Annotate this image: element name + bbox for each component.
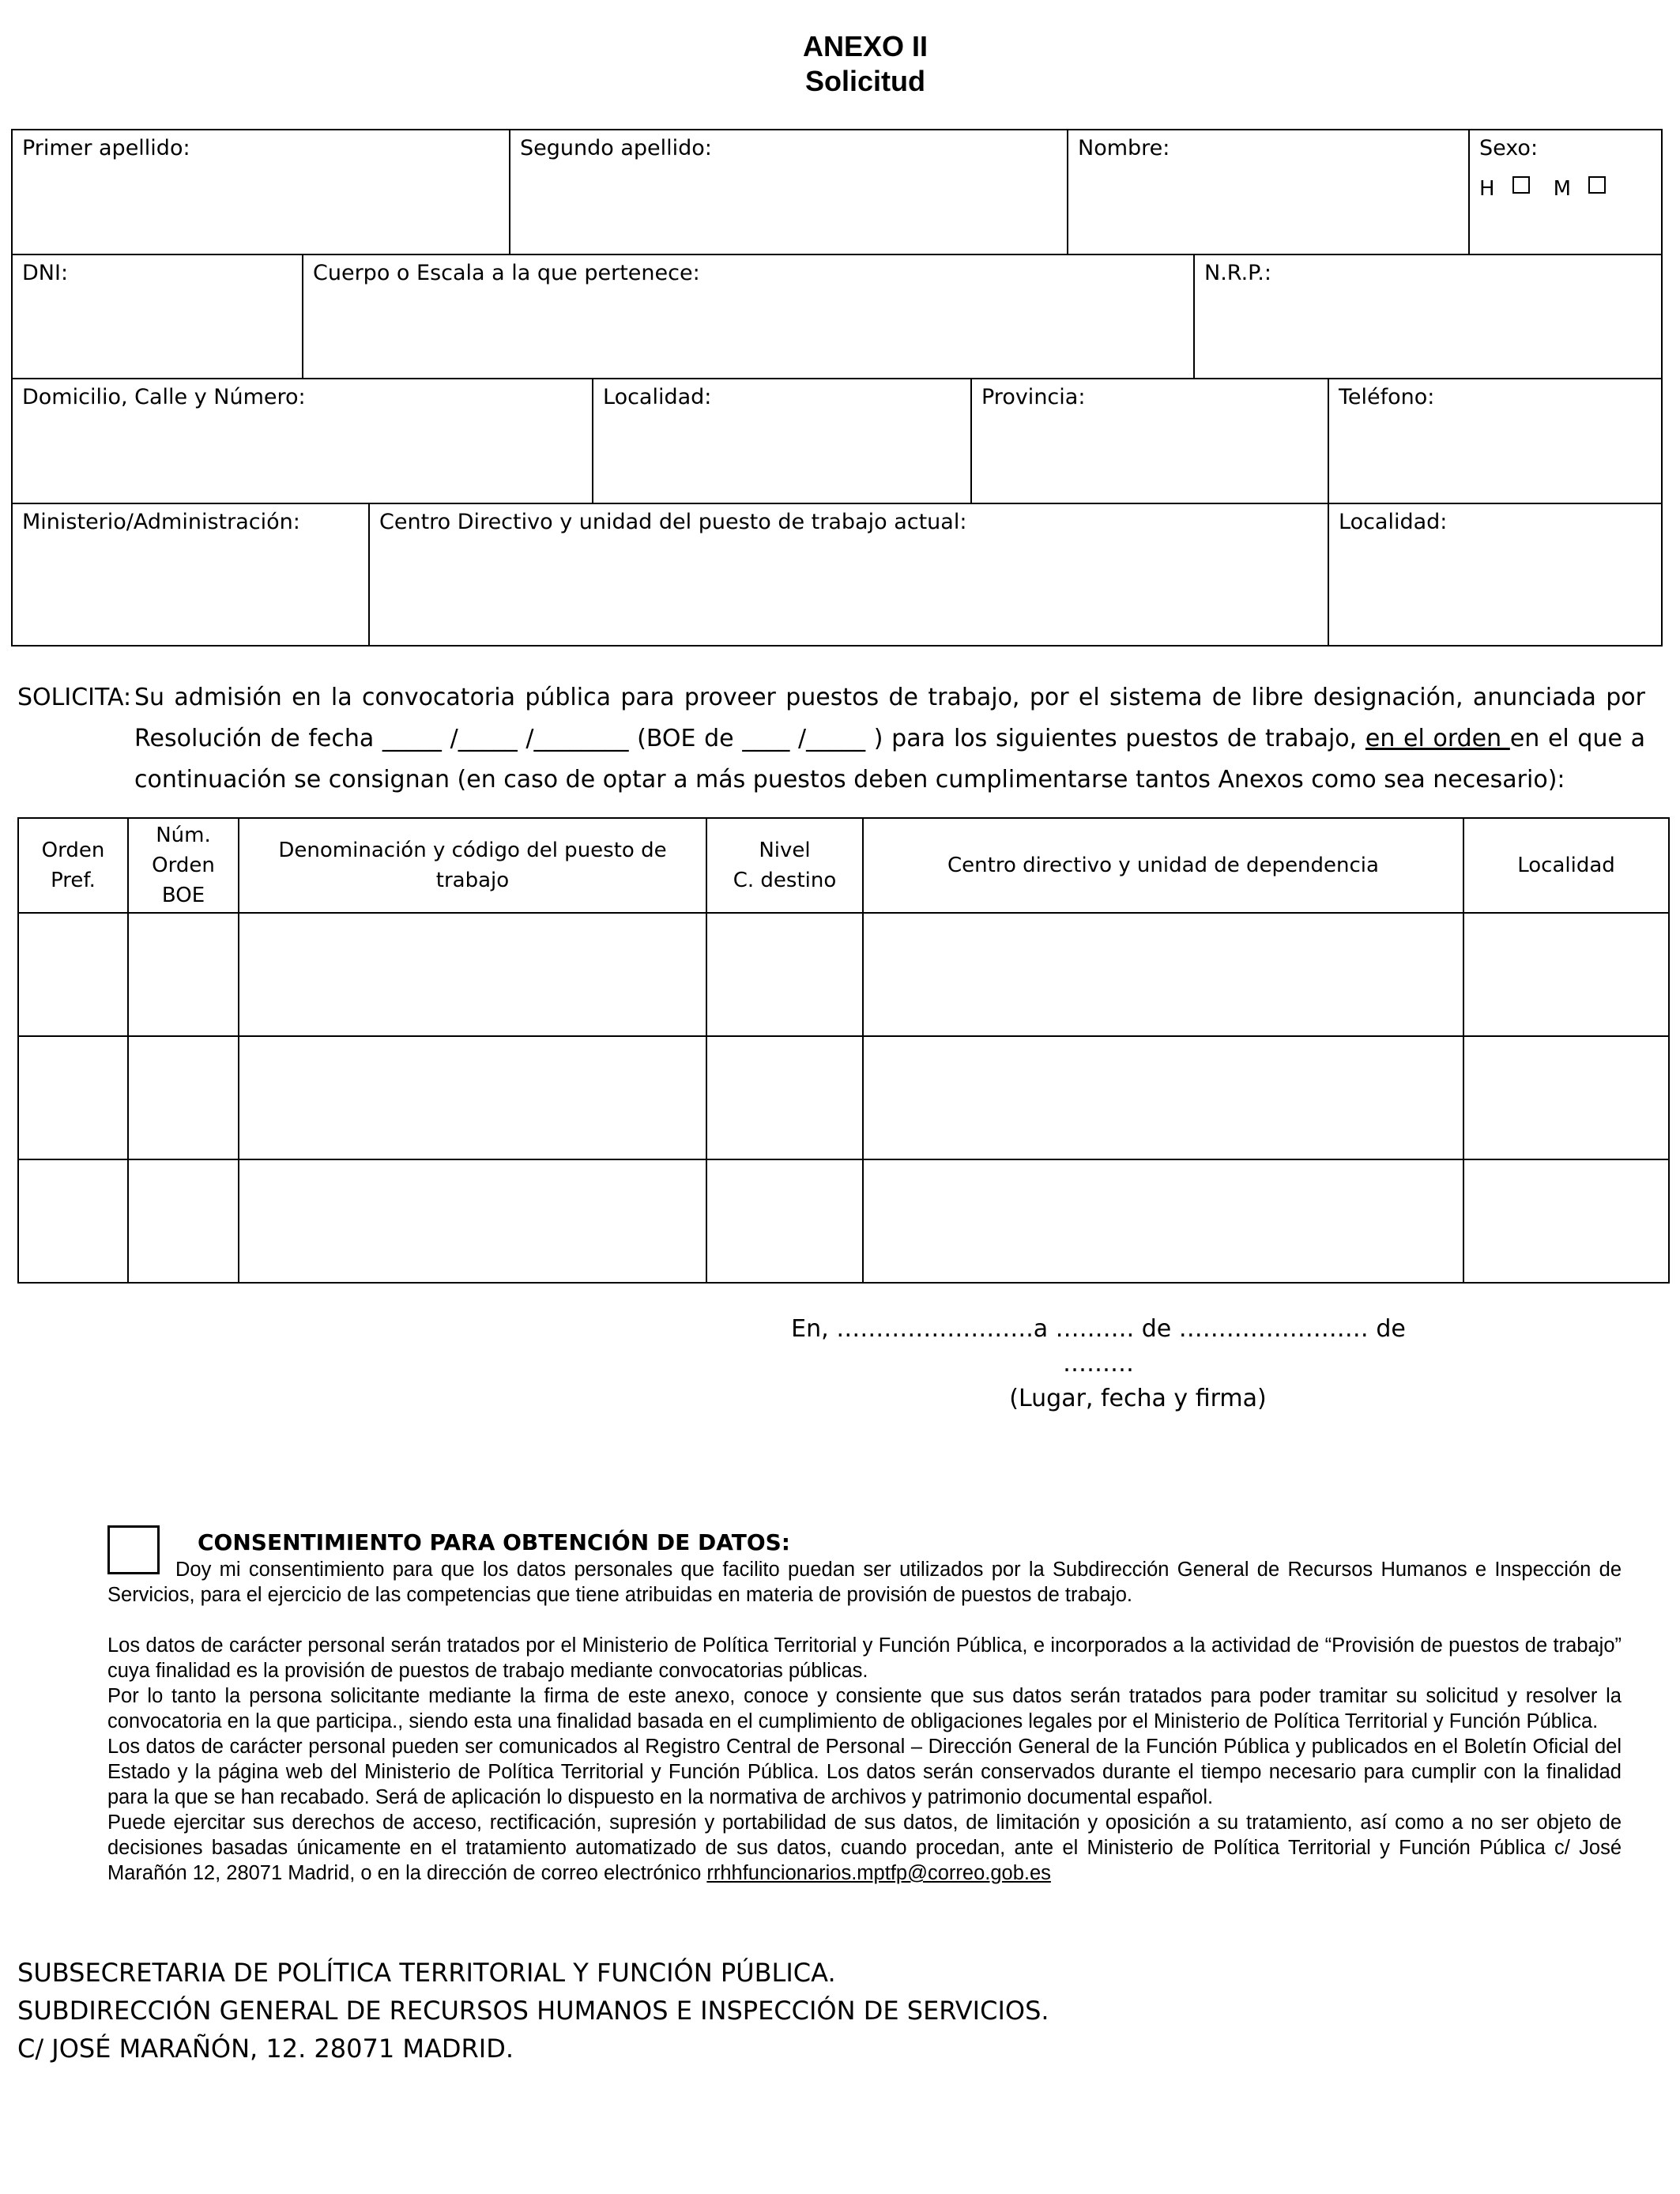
consent-paragraph	[107, 1810, 1622, 1886]
table-cell[interactable]	[706, 913, 863, 1036]
table-cell[interactable]	[18, 1036, 128, 1159]
nrp-label: N.R.P.:	[1204, 261, 1271, 285]
table-cell[interactable]	[1463, 1036, 1669, 1159]
table-cell[interactable]	[706, 1159, 863, 1283]
header-text: Pref.	[51, 869, 96, 892]
col-centro-directivo	[863, 818, 1463, 913]
table-cell[interactable]	[863, 913, 1463, 1036]
nrp-field[interactable]	[1195, 255, 1661, 378]
cuerpo-label: Cuerpo o Escala a la que pertenece:	[313, 261, 700, 285]
positions-table	[17, 817, 1670, 1284]
header-text: C. destino	[733, 869, 837, 892]
paragraph-gap	[107, 1608, 1622, 1633]
page-subtitle: Solicitud	[805, 65, 925, 97]
table-cell[interactable]	[18, 913, 128, 1036]
dni-field[interactable]	[13, 255, 303, 378]
table-cell[interactable]	[1463, 913, 1669, 1036]
solicita-underlined: en el orden	[1365, 725, 1510, 752]
localidad-actual-field[interactable]	[1329, 504, 1661, 645]
header-text: BOE	[161, 884, 205, 907]
consent-paragraph: Por lo tanto la persona solicitante mediante la firma de este anexo, conoce y consiente que sus datos serán tratados para poder tramitar su solicitud y resolver la convocatoria en la que participa., siendo esta una finalidad basada en el cumplimiento de obligaciones legales por el Ministerio de Política Territorial y Función Pública.	[107, 1685, 1622, 1732]
personal-data-form	[11, 129, 1663, 647]
sexo-field	[1470, 130, 1661, 254]
header-text: Denominación y código del puesto de	[278, 839, 667, 862]
solicita-text-1: Su admisión en la convocatoria pública para proveer puestos de trabajo, por el sistema de libre designación, anunciada por Resolución de fecha _____ /_____ /________ (BOE de ____ /_____ ) para los siguientes puestos de trabajo,	[134, 684, 1645, 752]
domicilio-label: Domicilio, Calle y Número:	[22, 385, 306, 409]
segundo-apellido-label: Segundo apellido:	[520, 136, 712, 160]
consent-rights-text: Puede ejercitar sus derechos de acceso, rectificación, supresión y portabilidad de sus datos, de limitación y oposición a su tratamiento, así como a no ser objeto de decisiones basadas únicamente en el tratamiento automatizado de sus datos, cuando procedan, ante el Ministerio de Política Territorial y Función Pública c/ José Marañón 12, 28071 Madrid, o en la dirección de correo electrónico	[107, 1811, 1622, 1884]
table-header-row	[18, 818, 1669, 913]
header-text: Orden	[41, 839, 105, 862]
primer-apellido-label: Primer apellido:	[22, 136, 190, 160]
header-text: trabajo	[435, 869, 510, 892]
table-cell[interactable]	[863, 1159, 1463, 1283]
form-row-4	[13, 504, 1661, 645]
col-num-orden-boe	[128, 818, 239, 913]
segundo-apellido-field[interactable]	[510, 130, 1068, 254]
form-row-3	[13, 379, 1661, 504]
table-cell[interactable]	[863, 1036, 1463, 1159]
provincia-field[interactable]	[972, 379, 1329, 503]
centro-directivo-field[interactable]	[370, 504, 1329, 645]
provincia-label: Provincia:	[981, 385, 1086, 409]
consent-paragraph: Los datos de carácter personal serán tratados por el Ministerio de Política Territorial y Función Pública, e incorporados a la actividad de “Provisión de puestos de trabajo” cuya finalidad es la provisión de puestos de trabajo mediante convocatorias públicas.	[107, 1634, 1622, 1682]
email-link[interactable]: rrhhfuncionarios.mptfp@correo.gob.es	[706, 1862, 1051, 1884]
col-orden-pref	[18, 818, 128, 913]
footer-line: SUBSECRETARIA DE POLÍTICA TERRITORIAL Y FUNCIÓN PÚBLICA.	[17, 1958, 836, 1988]
consent-text	[107, 1557, 1622, 1886]
col-nivel	[706, 818, 863, 913]
solicita-lead: SOLICITA:	[17, 684, 132, 711]
page-title: ANEXO II	[802, 30, 929, 62]
solicita-text-2: en el que a continuación se consignan (en caso de optar a más puestos deben cumplimentarse tantos Anexos como sea necesario):	[134, 725, 1646, 794]
table-cell[interactable]	[239, 1159, 706, 1283]
table-cell[interactable]	[128, 1036, 239, 1159]
sexo-options	[1479, 176, 1652, 201]
ministerio-label: Ministerio/Administración:	[22, 510, 300, 534]
form-row-2	[13, 255, 1661, 379]
localidad-field[interactable]	[593, 379, 972, 503]
col-localidad	[1463, 818, 1669, 913]
ministerio-field[interactable]	[13, 504, 370, 645]
nombre-field[interactable]	[1068, 130, 1470, 254]
domicilio-field[interactable]	[13, 379, 593, 503]
table-row	[18, 1036, 1669, 1159]
table-cell[interactable]	[706, 1036, 863, 1159]
form-row-1	[13, 130, 1661, 255]
footer-address	[17, 1954, 1049, 2068]
table-row	[18, 1159, 1669, 1283]
consent-paragraph: Los datos de carácter personal pueden ser comunicados al Registro Central de Personal – Dirección General de la Función Pública y publicados en el Boletín Oficial del Estado y la página web del Ministerio de Política Territorial y Función Pública. Los datos serán conservados durante el tiempo necesario para cumplir con la finalidad para la que se han recabado. Será de aplicación lo dispuesto en la normativa de archivos y patrimonio documental español.	[107, 1736, 1622, 1808]
telefono-field[interactable]	[1329, 379, 1661, 503]
consent-paragraph: Doy mi consentimiento para que los datos personales que facilito puedan ser utilizados por la Subdirección General de Recursos Humanos e Inspección de Servicios, para el ejercicio de las competencias que tiene atribuidas en materia de provisión de puestos de trabajo.	[107, 1559, 1622, 1606]
dni-label: DNI:	[22, 261, 69, 285]
header-text: Centro directivo y unidad de dependencia	[947, 854, 1379, 877]
place-date-signature	[774, 1312, 1422, 1416]
localidad-actual-label: Localidad:	[1339, 510, 1448, 534]
nombre-label: Nombre:	[1078, 136, 1170, 160]
header-text: Localidad	[1517, 854, 1615, 877]
table-cell[interactable]	[18, 1159, 128, 1283]
col-denominacion	[239, 818, 706, 913]
table-cell[interactable]	[239, 1036, 706, 1159]
solicita-body	[17, 677, 1645, 801]
place-date-caption: (Lugar, fecha y firma)	[1009, 1385, 1267, 1412]
footer-line: SUBDIRECCIÓN GENERAL DE RECURSOS HUMANOS E INSPECCIÓN DE SERVICIOS.	[17, 1996, 1049, 2026]
table-cell[interactable]	[128, 913, 239, 1036]
telefono-label: Teléfono:	[1339, 385, 1435, 409]
primer-apellido-field[interactable]	[13, 130, 510, 254]
localidad-label: Localidad:	[603, 385, 712, 409]
place-date-line[interactable]: En, …………………….a ………. de …………………… de ………	[791, 1315, 1406, 1378]
sexo-h-checkbox[interactable]	[1512, 176, 1530, 194]
consent-title: CONSENTIMIENTO PARA OBTENCIÓN DE DATOS:	[198, 1529, 790, 1555]
footer-line: C/ JOSÉ MARAÑÓN, 12. 28071 MADRID.	[17, 2034, 514, 2064]
centro-directivo-label: Centro Directivo y unidad del puesto de trabajo actual:	[379, 510, 967, 534]
cuerpo-field[interactable]	[303, 255, 1195, 378]
table-cell[interactable]	[1463, 1159, 1669, 1283]
table-cell[interactable]	[128, 1159, 239, 1283]
table-row	[18, 913, 1669, 1036]
sexo-m-checkbox[interactable]	[1588, 176, 1606, 194]
sexo-label: Sexo:	[1479, 136, 1539, 160]
solicita-paragraph	[17, 677, 1645, 801]
header-text: Núm.	[156, 824, 211, 847]
header-text: Orden	[152, 854, 215, 877]
sexo-h-label: H	[1479, 177, 1495, 201]
table-cell[interactable]	[239, 913, 706, 1036]
header-text: Nivel	[759, 839, 811, 862]
sexo-m-label: M	[1553, 177, 1571, 201]
